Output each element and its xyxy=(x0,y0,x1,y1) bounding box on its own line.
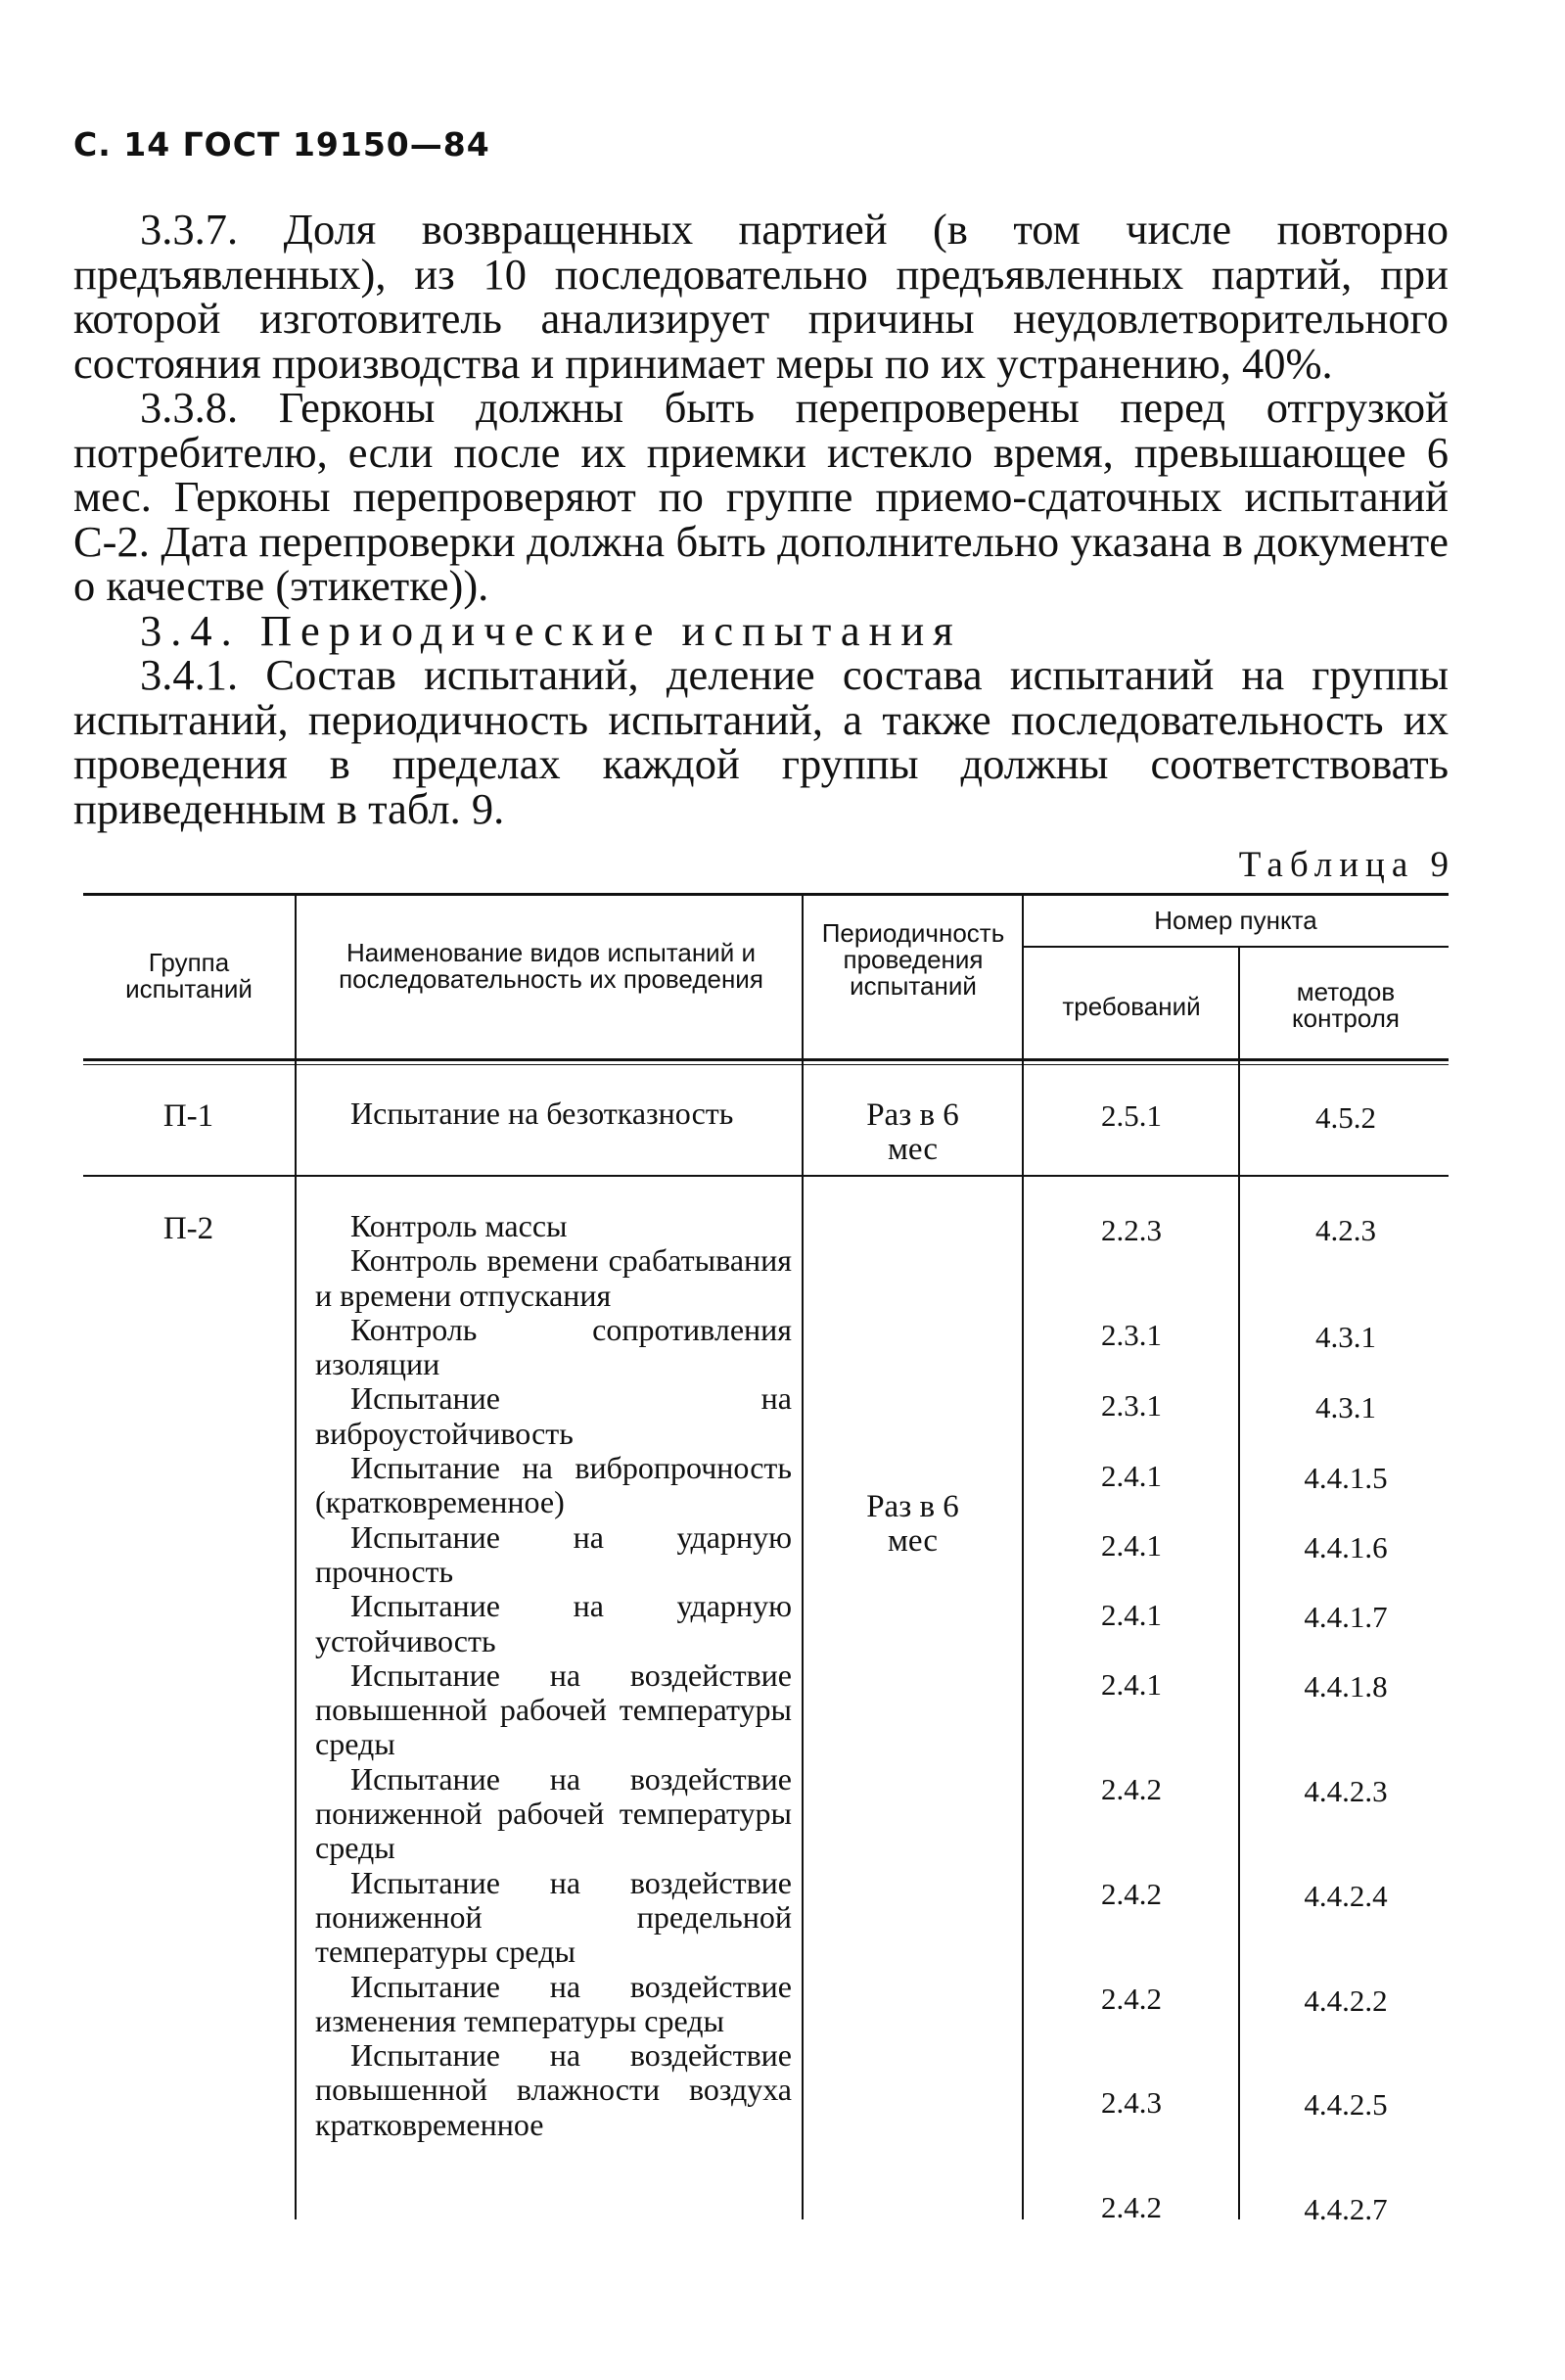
table-row xyxy=(315,1097,792,1131)
req-number: 2.3.1 xyxy=(1101,1318,1162,1352)
method-number: 4.3.1 xyxy=(1315,1390,1376,1424)
method-number: 4.4.1.7 xyxy=(1304,1600,1388,1634)
header-group: Группа испытаний xyxy=(125,948,253,1003)
test-name: Контроль времени срабатывания и времени отпускания xyxy=(315,1242,792,1313)
method-number: 4.5.2 xyxy=(1315,1100,1376,1135)
test-name: Испытание на воздействие повышенной влажности воздуха кратковременное xyxy=(315,2037,792,2142)
header-bottom-rule xyxy=(83,1058,1449,1061)
header-bottom-rule-2 xyxy=(83,1064,1449,1065)
method-number: 4.4.1.6 xyxy=(1304,1530,1388,1564)
req-number: 2.4.2 xyxy=(1101,2190,1162,2224)
group-divider-rule xyxy=(83,1175,1449,1177)
test-name: Испытание на воздействие пониженной предельной температуры среды xyxy=(315,1864,792,1970)
table-top-rule xyxy=(83,893,1449,896)
req-number: 2.4.1 xyxy=(1101,1667,1162,1702)
method-number: 4.2.3 xyxy=(1315,1213,1376,1247)
periodicity-p2: Раз в 6 мес xyxy=(866,1489,959,1559)
method-number: 4.4.2.5 xyxy=(1304,2087,1388,2122)
header-name: Наименование видов испытаний и последовательность их проведения xyxy=(339,938,763,994)
header-periodicity: Периодичность проведения испытаний xyxy=(821,918,1005,1001)
header-point-number: Номер пункта xyxy=(1154,906,1317,935)
test-name: Испытание на воздействие повышенной рабочей температуры среды xyxy=(315,1657,792,1762)
req-number: 2.4.2 xyxy=(1101,1877,1162,1911)
page-header: С. 14 ГОСТ 19150—84 xyxy=(73,125,490,163)
header-requirements: требований xyxy=(1062,992,1201,1021)
paragraph-3-3-8: 3.3.8. Герконы должны быть перепроверены перед отгрузкой потребителю, если после их приемки истекло время, превышающее 6 мес. Герконы перепроверяют по группе приемо-сдаточных испытаний С-2. Дата перепроверки должна быть дополнительно указана в документе о качестве (этикетке)). xyxy=(73,383,1449,610)
req-number: 2.4.1 xyxy=(1101,1459,1162,1493)
req-number: 2.2.3 xyxy=(1101,1213,1162,1247)
col-divider-3 xyxy=(1022,896,1024,2219)
col-divider-1 xyxy=(295,896,297,2219)
method-number: 4.4.1.5 xyxy=(1304,1461,1388,1495)
test-name: Контроль массы xyxy=(350,1208,568,1243)
group-p1: П-1 xyxy=(162,1098,214,1134)
test-name: Испытание на безотказность xyxy=(350,1096,734,1131)
test-name: Испытание на ударную устойчивость xyxy=(315,1588,792,1658)
test-name: Испытание на воздействие изменения температуры среды xyxy=(315,1968,792,2038)
test-name: Испытание на виброустойчивость xyxy=(315,1380,792,1451)
req-number: 2.4.2 xyxy=(1101,1982,1162,2016)
method-number: 4.4.2.2 xyxy=(1304,1983,1388,2018)
req-number: 2.4.3 xyxy=(1101,2085,1162,2120)
req-number: 2.4.1 xyxy=(1101,1528,1162,1563)
col-divider-4 xyxy=(1238,948,1240,2219)
method-number: 4.3.1 xyxy=(1315,1320,1376,1354)
group-p2: П-2 xyxy=(162,1211,214,1246)
paragraph-3-4-1: 3.4.1. Состав испытаний, деление состава испытаний на группы испытаний, периодичность испытаний, а также последовательность их проведения в пределах каждой группы должны соответствовать приведенным в табл. 9. xyxy=(73,650,1449,833)
method-number: 4.4.1.8 xyxy=(1304,1669,1388,1703)
method-number: 4.4.2.3 xyxy=(1304,1774,1388,1808)
body-text xyxy=(73,205,1449,833)
header-methods: методов контроля xyxy=(1292,977,1400,1033)
req-number: 2.5.1 xyxy=(1101,1098,1162,1133)
table-label: Таблица 9 xyxy=(1238,845,1455,885)
req-number: 2.4.1 xyxy=(1101,1598,1162,1632)
req-number: 2.3.1 xyxy=(1101,1388,1162,1423)
col-divider-2 xyxy=(802,896,804,2219)
section-heading-3-4: 3.4. Периодические испытания xyxy=(140,605,962,655)
periodicity-p1: Раз в 6 мес xyxy=(866,1097,959,1167)
test-name: Испытание на вибропрочность (кратковременное) xyxy=(315,1450,792,1520)
test-name: Испытание на воздействие пониженной рабочей температуры среды xyxy=(315,1760,792,1866)
req-number: 2.4.2 xyxy=(1101,1772,1162,1806)
test-name: Контроль сопротивления изоляции xyxy=(315,1311,792,1382)
test-name: Испытание на ударную прочность xyxy=(315,1518,792,1589)
test-names-list xyxy=(315,1209,792,2142)
paragraph-3-3-7: 3.3.7. Доля возвращенных партией (в том числе повторно предъявленных), из 10 последовательно предъявленных партий, при которой изготовитель анализирует причины неудовлетворительного состояния производства и принимает меры по их устранению, 40%. xyxy=(73,205,1449,388)
point-number-rule xyxy=(1022,946,1449,948)
method-number: 4.4.2.4 xyxy=(1304,1879,1388,1913)
method-number: 4.4.2.7 xyxy=(1304,2192,1388,2226)
